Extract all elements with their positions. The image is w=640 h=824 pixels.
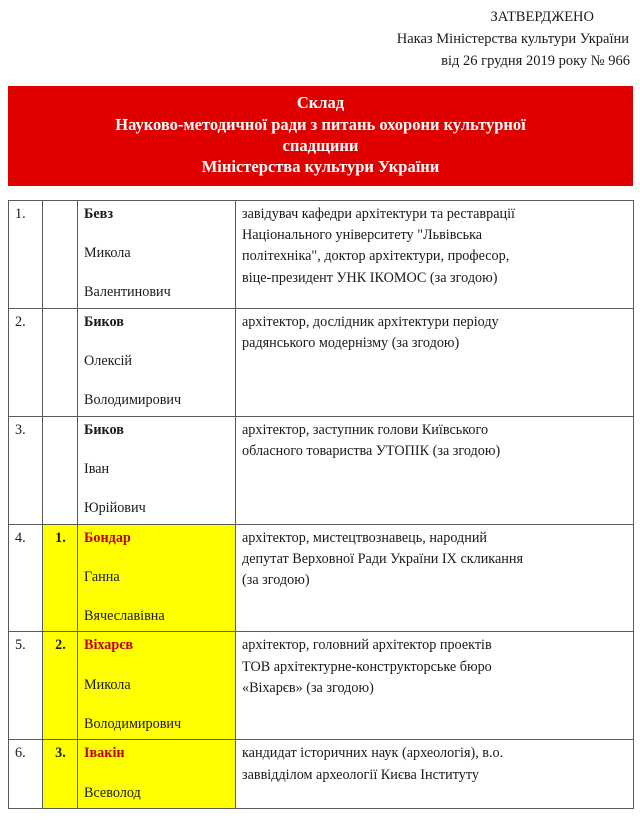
- banner-line-3: спадщини: [282, 135, 359, 155]
- council-members-table: [8, 200, 634, 809]
- banner-line-4: Міністерства культури України: [201, 157, 440, 177]
- cell-member-description: [236, 740, 634, 809]
- member-surname: Бондар: [84, 529, 131, 546]
- member-given-name: Всеволод: [84, 784, 141, 801]
- member-patronymic: Юрійович: [84, 500, 146, 517]
- table-row: [9, 200, 634, 308]
- description-line: Національного університету "Львівська: [242, 227, 483, 244]
- cell-row-number: 2.: [9, 308, 43, 416]
- member-patronymic: Вячеславівна: [84, 608, 165, 625]
- description-line: кандидат історичних наук (археологія), в.о.: [242, 745, 504, 762]
- cell-row-number: 5.: [9, 632, 43, 740]
- description-line: обласного товариства УТОПІК (за згодою): [242, 442, 501, 459]
- cell-member-name: [78, 416, 236, 524]
- cell-sub-number: [43, 740, 78, 809]
- title-banner: [8, 86, 633, 186]
- cell-sub-number: [43, 524, 78, 632]
- cell-member-name: [78, 740, 236, 809]
- approval-line-order: Наказ Міністерства культури України: [396, 31, 629, 48]
- member-surname: Биков: [84, 421, 124, 438]
- cell-row-number: 6.: [9, 740, 43, 809]
- cell-member-name: [78, 308, 236, 416]
- description-line: заввідділом археології Києва Інституту: [242, 766, 479, 783]
- cell-member-description: [236, 416, 634, 524]
- description-line: віце-президент УНК ІКОМОС (за згодою): [242, 269, 498, 286]
- sub-number-text: 1.: [55, 529, 66, 546]
- description-line: (за згодою): [242, 572, 310, 589]
- table-row: [9, 524, 634, 632]
- banner-line-1: Склад: [296, 93, 345, 113]
- description-line: архітектор, головний архітектор проектів: [242, 637, 492, 654]
- cell-member-name: [78, 524, 236, 632]
- table-body: [9, 200, 634, 808]
- member-surname: Бевз: [84, 205, 114, 222]
- cell-sub-number: [43, 200, 78, 308]
- approval-line-date-number: від 26 грудня 2019 року № 966: [441, 53, 630, 70]
- description-line: завідувач кафедри архітектури та реставрації: [242, 205, 515, 222]
- cell-sub-number: [43, 416, 78, 524]
- description-line: депутат Верховної Ради України IX скликання: [242, 550, 523, 567]
- description-line: архітектор, заступник голови Київського: [242, 421, 489, 438]
- description-line: ТОВ архітектурне-конструкторське бюро: [242, 658, 492, 675]
- member-patronymic: Валентинович: [84, 284, 171, 301]
- cell-row-number: 4.: [9, 524, 43, 632]
- member-given-name: Микола: [84, 245, 131, 262]
- member-patronymic: Володимирович: [84, 392, 182, 409]
- description-line: архітектор, мистецтвознавець, народний: [242, 529, 488, 546]
- approval-line-approved: ЗАТВЕРДЖЕНО: [490, 9, 594, 25]
- cell-member-description: [236, 632, 634, 740]
- member-surname: Биков: [84, 313, 124, 330]
- sub-number-text: 3.: [55, 745, 66, 762]
- table-row: [9, 416, 634, 524]
- sub-number-text: 2.: [55, 637, 66, 654]
- description-line: політехніка", доктор архітектури, професор,: [242, 248, 510, 265]
- cell-row-number: 1.: [9, 200, 43, 308]
- table-row: [9, 308, 634, 416]
- cell-member-name: [78, 632, 236, 740]
- table-row: [9, 740, 634, 809]
- member-surname: Віхарєв: [84, 637, 134, 654]
- member-given-name: Олексій: [84, 353, 132, 370]
- banner-line-2: Науково-методичної ради з питань охорони культурної: [115, 114, 526, 134]
- cell-sub-number: [43, 308, 78, 416]
- cell-member-name: [78, 200, 236, 308]
- member-given-name: Ганна: [84, 568, 120, 585]
- approval-header: [0, 0, 640, 72]
- member-patronymic: Володимирович: [84, 716, 182, 732]
- cell-member-description: [236, 524, 634, 632]
- member-surname: Івакін: [84, 745, 125, 762]
- description-line: «Віхарєв» (за згодою): [242, 680, 374, 696]
- cell-member-description: [236, 200, 634, 308]
- table-row: [9, 632, 634, 740]
- description-line: архітектор, дослідник архітектури періоду: [242, 313, 499, 330]
- cell-member-description: [236, 308, 634, 416]
- cell-row-number: 3.: [9, 416, 43, 524]
- member-given-name: Микола: [84, 676, 131, 693]
- member-given-name: Іван: [84, 460, 110, 477]
- cell-sub-number: [43, 632, 78, 740]
- description-line: радянського модернізму (за згодою): [242, 335, 460, 352]
